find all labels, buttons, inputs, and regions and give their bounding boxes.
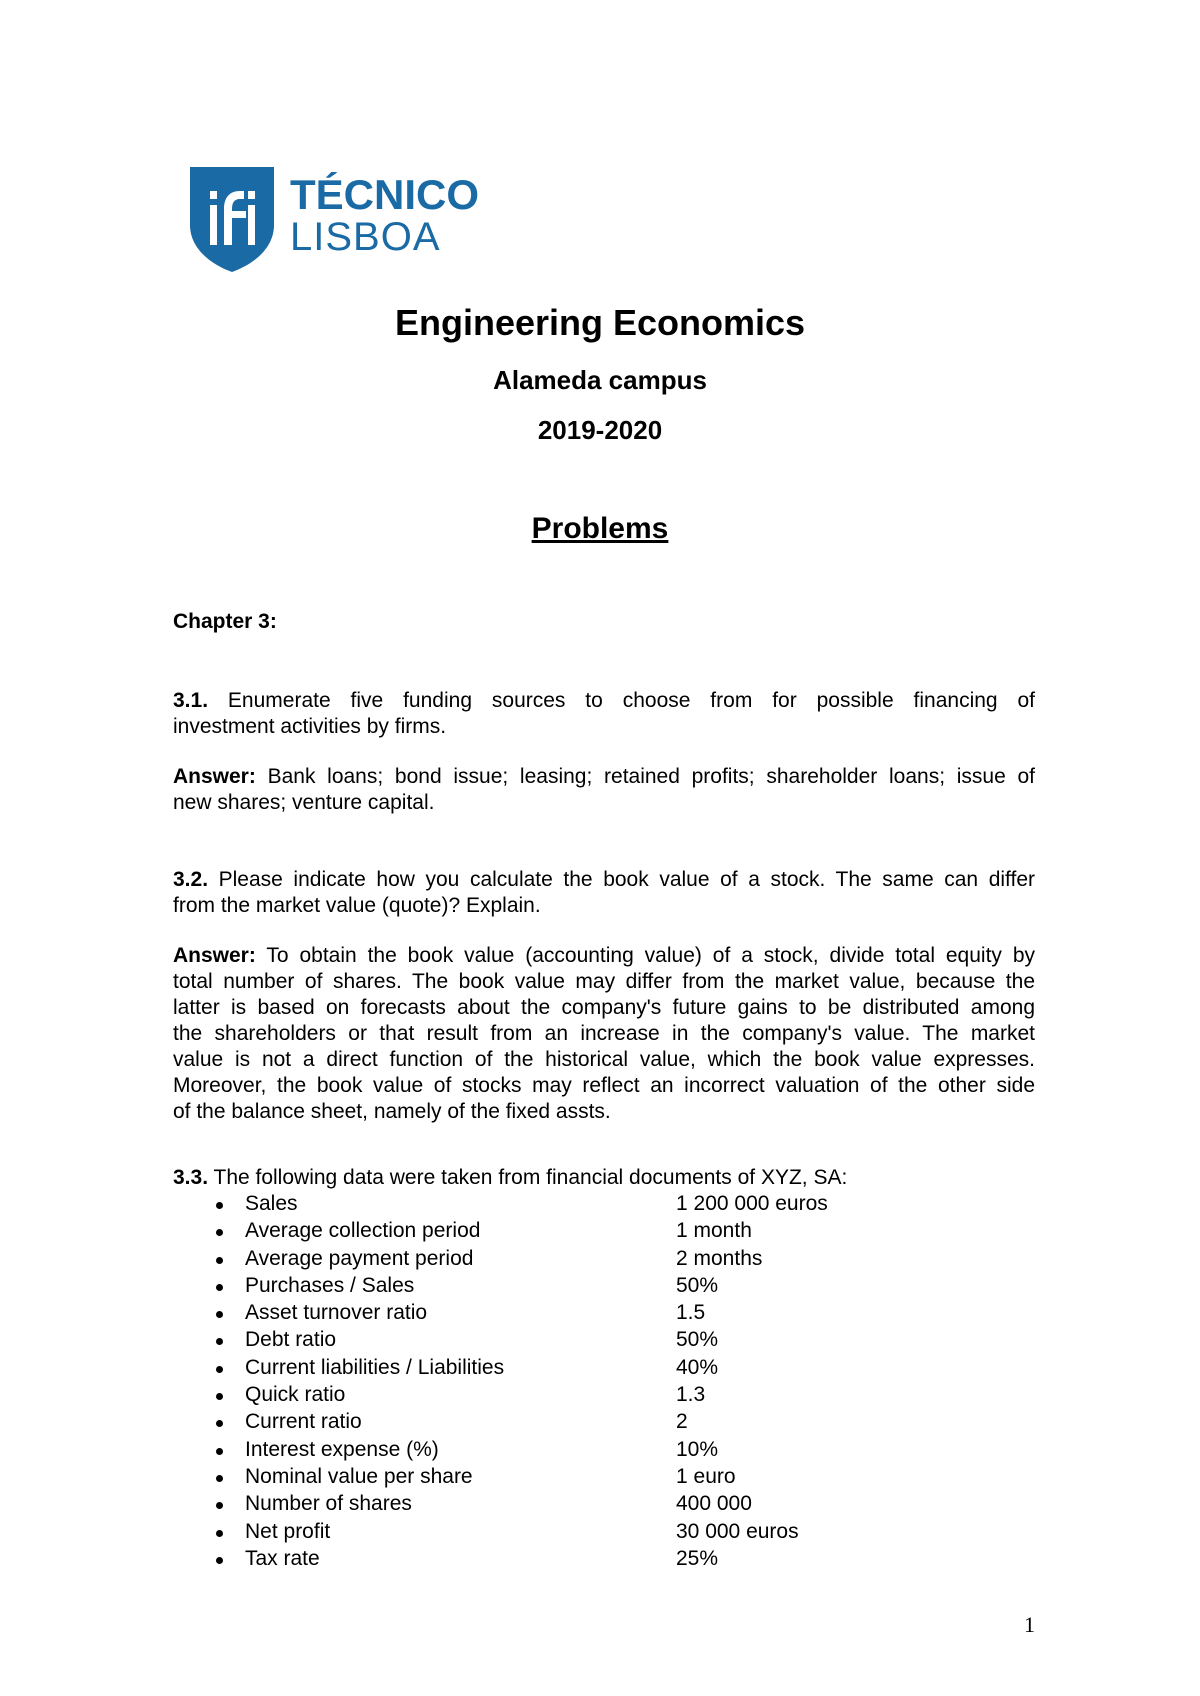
bullet-icon bbox=[216, 1420, 223, 1427]
answer-line: of the balance sheet, namely of the fixed assts. bbox=[173, 1100, 611, 1123]
list-item bbox=[173, 1219, 1035, 1246]
academic-year: 2019-2020 bbox=[537, 415, 663, 445]
item-label: Interest expense (%) bbox=[245, 1437, 439, 1461]
item-value: 400 000 bbox=[676, 1492, 752, 1516]
item-value: 1 200 000 euros bbox=[676, 1192, 828, 1215]
bullet-icon bbox=[216, 1338, 223, 1345]
question-line bbox=[173, 688, 1035, 714]
item-value: 30 000 euros bbox=[676, 1519, 799, 1543]
item-value: 1.5 bbox=[676, 1301, 706, 1325]
item-value: 2 months bbox=[676, 1246, 763, 1270]
item-value: 50% bbox=[676, 1328, 719, 1352]
answer-label: Answer: bbox=[173, 765, 256, 788]
question-text: The following data were taken from financial documents of XYZ, SA: bbox=[208, 1166, 848, 1189]
item-value: 50% bbox=[676, 1273, 719, 1297]
page-number: 1 bbox=[1024, 1612, 1035, 1637]
list-item bbox=[173, 1383, 1035, 1410]
item-value: 1 euro bbox=[676, 1464, 736, 1488]
list-item bbox=[173, 1465, 1035, 1492]
item-label: Average payment period bbox=[245, 1246, 474, 1270]
question-number: 3.1. bbox=[173, 689, 209, 712]
bullet-icon bbox=[216, 1530, 223, 1537]
answer-text: Bank loans; bond issue; leasing; retained profits; shareholder loans; issue of bbox=[255, 765, 1035, 788]
question-line: investment activities by firms. bbox=[173, 715, 447, 738]
bullet-icon bbox=[216, 1311, 223, 1318]
document-subtitle: Alameda campus bbox=[493, 365, 707, 395]
item-label: Average collection period bbox=[245, 1219, 481, 1243]
list-item bbox=[173, 1247, 1035, 1274]
bullet-icon bbox=[216, 1502, 223, 1509]
answer-line: new shares; venture capital. bbox=[173, 791, 435, 814]
question-3-1 bbox=[173, 688, 1035, 740]
section-heading: Problems bbox=[531, 512, 669, 545]
question-line: from the market value (quote)? Explain. bbox=[173, 894, 541, 917]
bullet-icon bbox=[216, 1202, 223, 1209]
answer-text: To obtain the book value (accounting value) of a stock, divide total equity by bbox=[255, 944, 1035, 967]
answer-line: value is not a direct function of the historical value, which the book value expresses. bbox=[173, 1048, 1035, 1071]
item-value: 40% bbox=[676, 1355, 719, 1379]
list-item bbox=[173, 1192, 1035, 1219]
logo-text-lisboa: LISBOA bbox=[290, 215, 441, 259]
bullet-icon bbox=[216, 1557, 223, 1564]
question-3-3 bbox=[173, 1165, 1035, 1191]
list-item bbox=[173, 1328, 1035, 1355]
item-value: 1 month bbox=[676, 1219, 752, 1243]
list-item bbox=[173, 1520, 1035, 1547]
answer-line bbox=[173, 943, 1035, 969]
item-label: Debt ratio bbox=[245, 1328, 337, 1352]
bullet-icon bbox=[216, 1284, 223, 1291]
answer-label: Answer: bbox=[173, 944, 256, 967]
financial-data-list bbox=[173, 1192, 1035, 1574]
document-title: Engineering Economics bbox=[394, 302, 806, 343]
bullet-icon bbox=[216, 1475, 223, 1482]
question-number: 3.3. bbox=[173, 1166, 209, 1189]
question-text: Please indicate how you calculate the book value of a stock. The same can differ bbox=[208, 868, 1035, 891]
list-item bbox=[173, 1356, 1035, 1383]
bullet-icon bbox=[216, 1393, 223, 1400]
answer-3-1 bbox=[173, 764, 1035, 816]
bullet-icon bbox=[216, 1229, 223, 1236]
question-3-2 bbox=[173, 867, 1035, 919]
ist-shield-icon bbox=[190, 167, 274, 272]
list-item bbox=[173, 1438, 1035, 1465]
item-label: Net profit bbox=[245, 1519, 331, 1543]
bullet-icon bbox=[216, 1448, 223, 1455]
answer-line: total number of shares. The book value may differ from the market value, because the bbox=[173, 970, 1035, 993]
answer-line: the shareholders or that result from an increase in the company's value. The market bbox=[173, 1022, 1035, 1045]
list-item bbox=[173, 1547, 1035, 1574]
list-item bbox=[173, 1274, 1035, 1301]
item-label: Tax rate bbox=[245, 1546, 320, 1570]
question-line bbox=[173, 867, 1035, 893]
item-value: 25% bbox=[676, 1546, 719, 1570]
answer-line bbox=[173, 764, 1035, 790]
question-text: Enumerate five funding sources to choose from for possible financing of bbox=[208, 689, 1035, 712]
item-label: Sales bbox=[245, 1192, 298, 1215]
item-label: Nominal value per share bbox=[245, 1464, 473, 1488]
item-value: 1.3 bbox=[676, 1383, 706, 1407]
question-number: 3.2. bbox=[173, 868, 209, 891]
answer-line: Moreover, the book value of stocks may reflect an incorrect valuation of the other side bbox=[173, 1074, 1035, 1097]
item-label: Current liabilities / Liabilities bbox=[245, 1355, 505, 1379]
bullet-icon bbox=[216, 1257, 223, 1264]
item-value: 10% bbox=[676, 1437, 719, 1461]
item-value: 2 bbox=[676, 1410, 688, 1434]
item-label: Quick ratio bbox=[245, 1383, 346, 1407]
item-label: Current ratio bbox=[245, 1410, 362, 1434]
answer-3-2 bbox=[173, 943, 1035, 1125]
chapter-heading: Chapter 3: bbox=[173, 610, 277, 633]
list-item bbox=[173, 1301, 1035, 1328]
item-label: Number of shares bbox=[245, 1492, 412, 1516]
bullet-icon bbox=[216, 1366, 223, 1373]
item-label: Asset turnover ratio bbox=[245, 1301, 428, 1325]
item-label: Purchases / Sales bbox=[245, 1273, 415, 1297]
tecnico-lisboa-logo bbox=[190, 167, 490, 272]
list-item bbox=[173, 1492, 1035, 1519]
answer-line: latter is based on forecasts about the company's future gains to be distributed among bbox=[173, 996, 1035, 1019]
list-item bbox=[173, 1410, 1035, 1437]
logo-text-tecnico: TÉCNICO bbox=[290, 171, 479, 218]
